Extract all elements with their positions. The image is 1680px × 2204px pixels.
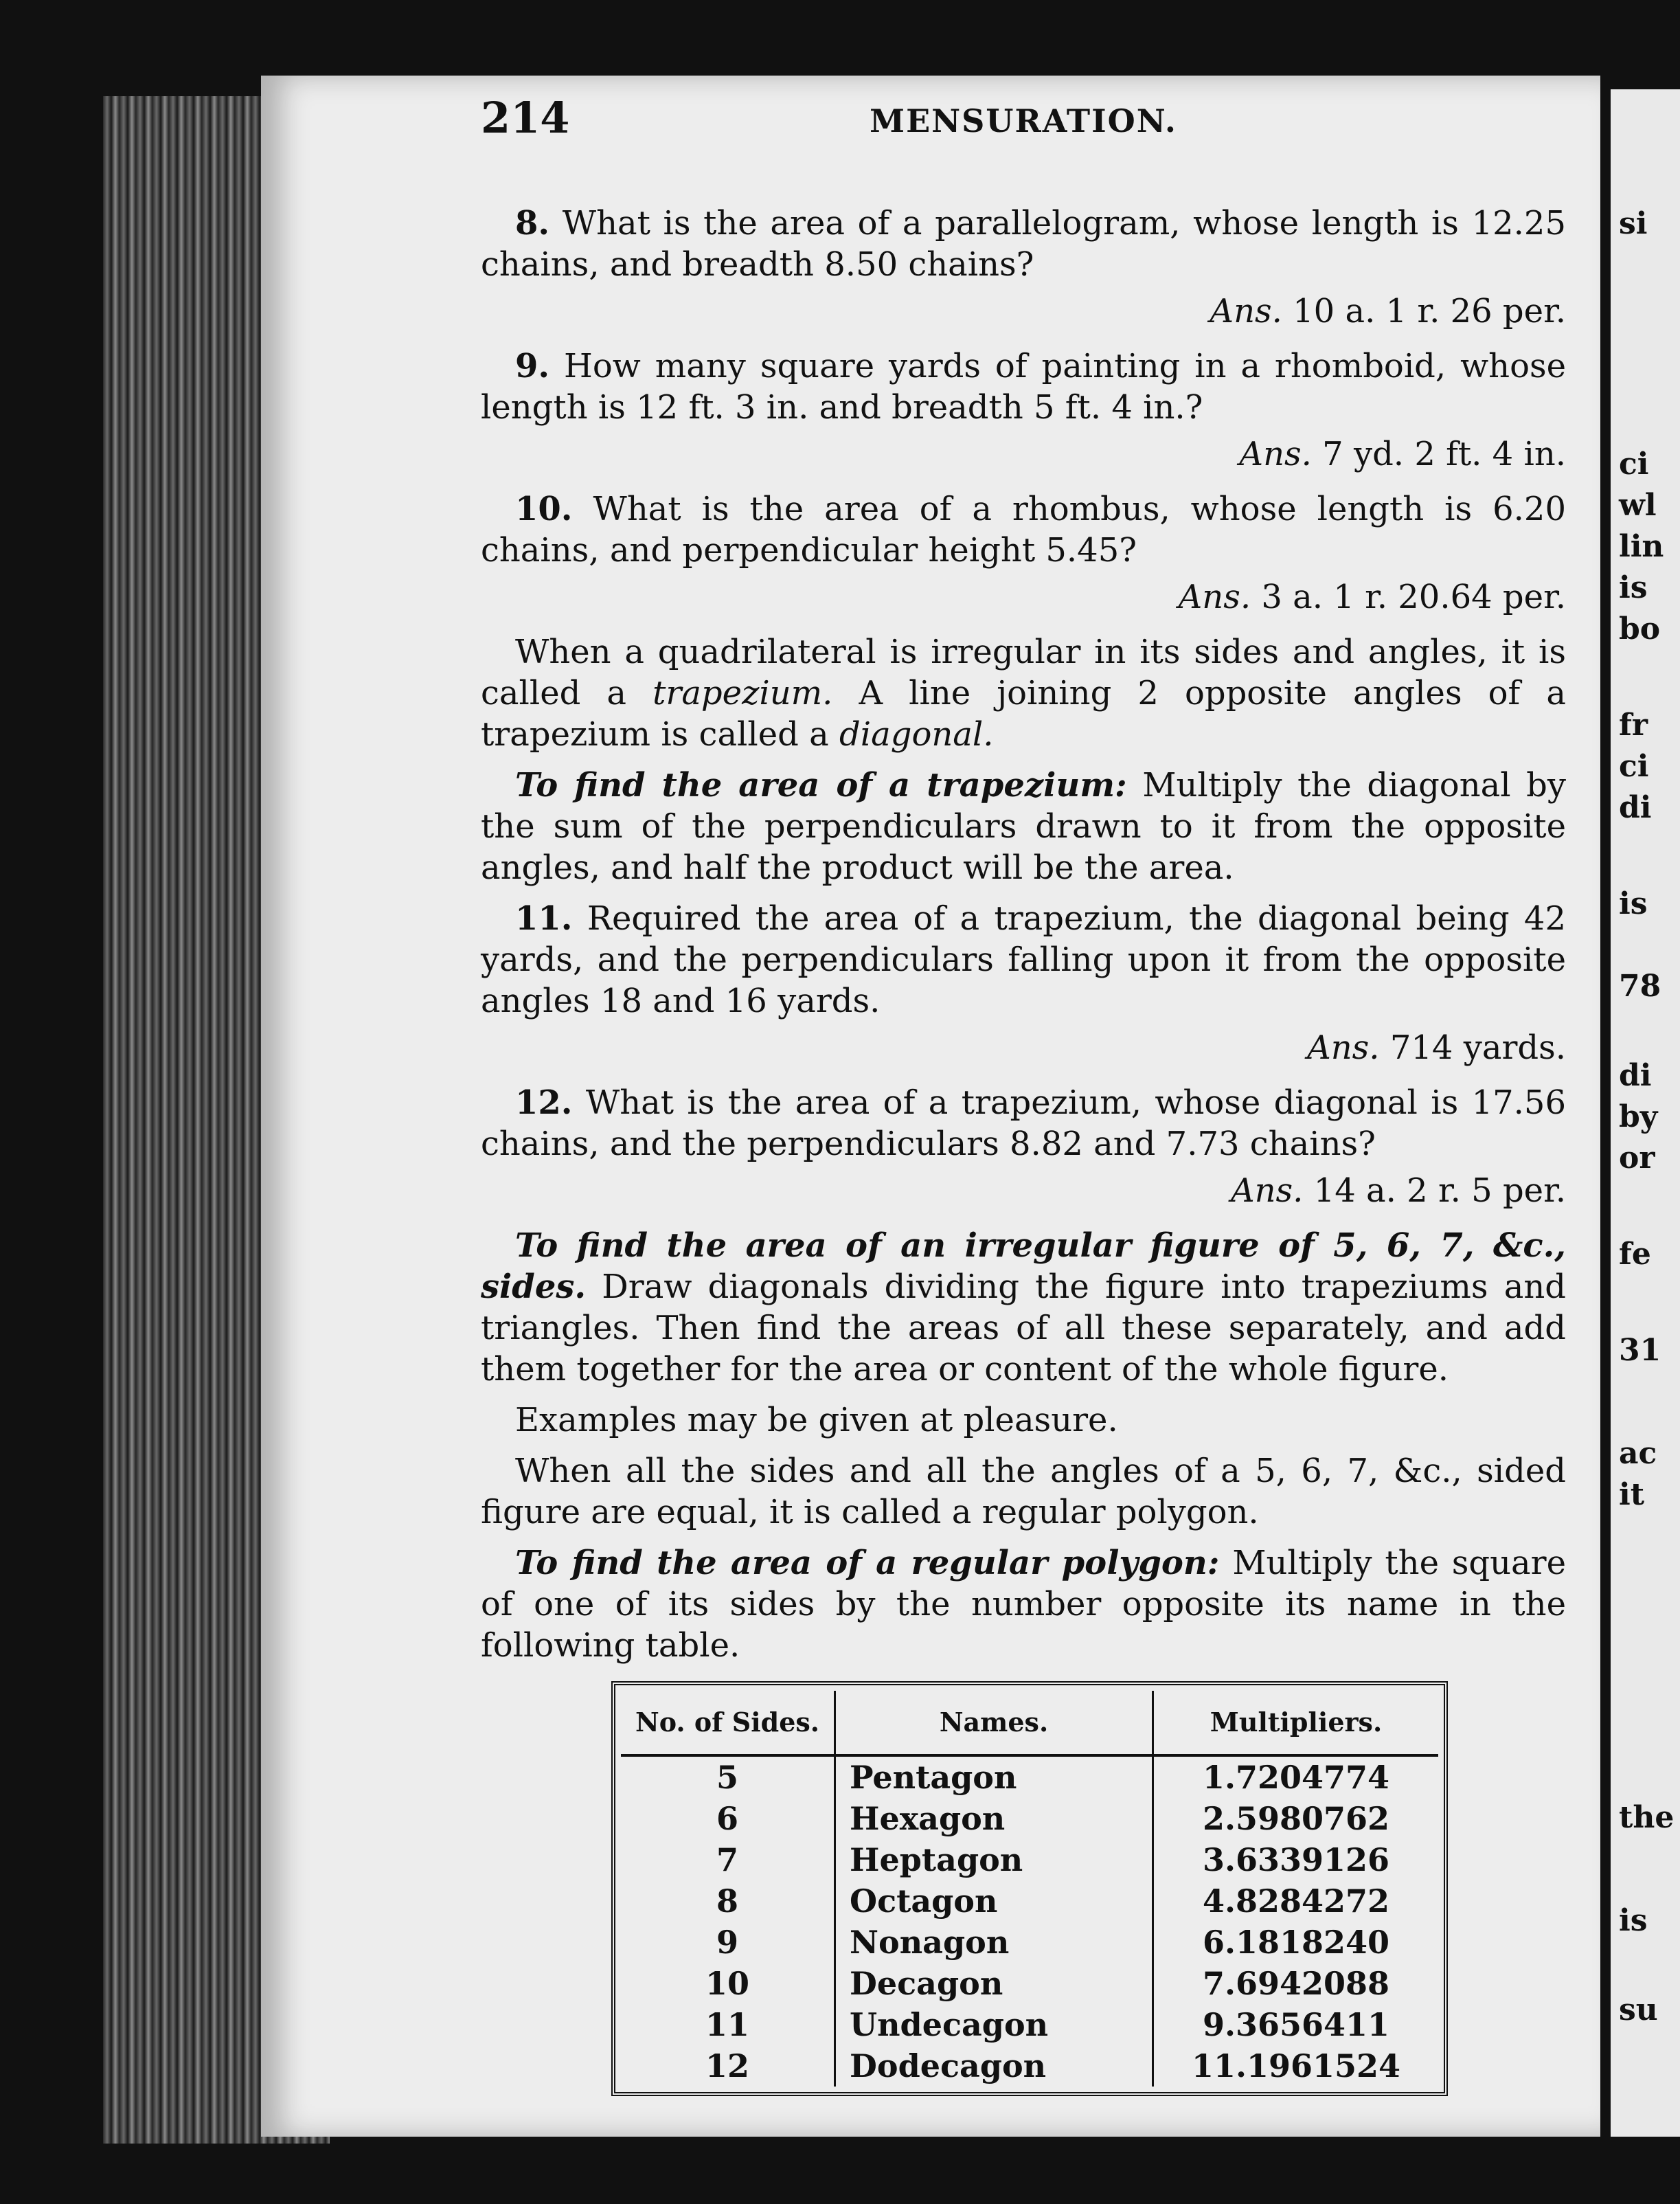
facing-fragment: ac [1619,1436,1657,1471]
facing-fragment: is [1619,886,1648,921]
problem [481,1082,1566,1211]
facing-fragment: 78 [1619,969,1661,1004]
irregular-figure-rule: To find the area of an irregular figure of 5, 6, 7, &c., sides. Draw diagonals dividing the figure into trapeziums and triangles. Then find the areas of all these separately, and add them together for the area or content of the whole figure. [481,1226,1566,1388]
answer: Ans. 714 yards. [1307,1028,1566,1067]
column-header: Multipliers. [1153,1691,1439,1755]
problem-text: 9. How many square yards of painting in a rhomboid, whose length is 12 ft. 3 in. and breadth 5 ft. 4 in.? [481,347,1566,427]
facing-fragment: wl [1619,488,1657,523]
facing-fragment: ci [1619,749,1649,784]
answer: Ans. 3 a. 1 r. 20.64 per. [1178,578,1566,616]
problem [481,346,1566,475]
facing-fragment: bo [1619,611,1661,646]
facing-fragment: fr [1619,708,1648,743]
problem-number: 8. [515,204,550,243]
regular-polygon-definition: When all the sides and all the angles of a 5, 6, 7, &c., sided figure are equal, it is called a regular polygon. [481,1452,1566,1531]
table-header-row [621,1691,1438,1755]
problem-text: 12. What is the area of a trapezium, whose diagonal is 17.56 chains, and the perpendiculars 8.82 and 7.73 chains? [481,1083,1567,1163]
facing-fragment: si [1619,206,1648,241]
table-row: 11 Undecagon 9.3656411 [621,2004,1438,2045]
facing-fragment: fe [1619,1237,1651,1272]
facing-fragment: by [1619,1099,1658,1134]
facing-fragment: is [1619,1903,1648,1938]
table-row: 9 Nonagon 6.1818240 [621,1922,1438,1963]
facing-fragment: su [1619,1992,1658,2027]
answer: Ans. 14 a. 2 r. 5 per. [1230,1171,1566,1210]
problem-text: 8. What is the area of a parallelogram, whose length is 12.25 chains, and breadth 8.50 chains? [481,204,1566,284]
facing-fragment: di [1619,1058,1652,1093]
facing-fragment: or [1619,1140,1655,1176]
column-header: Names. [835,1691,1153,1755]
problem [481,898,1566,1068]
facing-fragment: the [1619,1800,1675,1835]
problem-number: 10. [515,490,573,528]
regular-polygon-rule: To find the area of a regular polygon: Multiply the square of one of its sides by the number opposite its name in the following table. [481,1544,1567,1665]
running-head: MENSURATION. [870,102,1177,139]
page-number: 214 [481,93,570,143]
problem [481,488,1566,618]
polygon-table [611,1681,1448,2096]
problem-text: 11. Required the area of a trapezium, the diagonal being 42 yards, and the perpendiculars falling upon it from the opposite angles 18 and 16 yards. [481,899,1566,1020]
column-header: No. of Sides. [621,1691,835,1755]
page-header [481,93,1566,148]
facing-fragment: ci [1619,447,1649,482]
table-row: 10 Decagon 7.6942088 [621,1963,1438,2004]
facing-fragment: 31 [1619,1333,1661,1368]
answer: Ans. 10 a. 1 r. 26 per. [1210,292,1566,330]
answer: Ans. 7 yd. 2 ft. 4 in. [1239,435,1566,473]
problem-number: 11. [515,899,573,938]
problem [481,203,1566,332]
facing-fragment: is [1619,570,1648,605]
table-row: 6 Hexagon 2.5980762 [621,1798,1438,1839]
facing-page [1611,89,1680,2137]
problem-text: 10. What is the area of a rhombus, whose length is 6.20 chains, and perpendicular height 5.45? [481,490,1566,570]
table-row: 5 Pentagon 1.7204774 [621,1755,1438,1798]
problem-number: 9. [515,347,550,385]
examples-note: Examples may be given at pleasure. [515,1401,1118,1439]
facing-fragment: di [1619,790,1652,825]
page-body [481,203,1566,2096]
table-row: 7 Heptagon 3.6339126 [621,1839,1438,1880]
problem-number: 12. [515,1083,573,1122]
trapezium-definition: When a quadrilateral is irregular in its sides and angles, it is called a trapezium. A line joining 2 opposite angles of a trapezium is called a diagonal. [481,633,1567,754]
trapezium-rule: To find the area of a trapezium: Multiply the diagonal by the sum of the perpendiculars drawn to it from the opposite angles, and half the product will be the area. [481,766,1566,887]
table-row: 12 Dodecagon 11.1961524 [621,2045,1438,2087]
facing-fragment: lin [1619,529,1664,564]
facing-fragment: it [1619,1477,1645,1512]
table-row: 8 Octagon 4.8284272 [621,1880,1438,1922]
